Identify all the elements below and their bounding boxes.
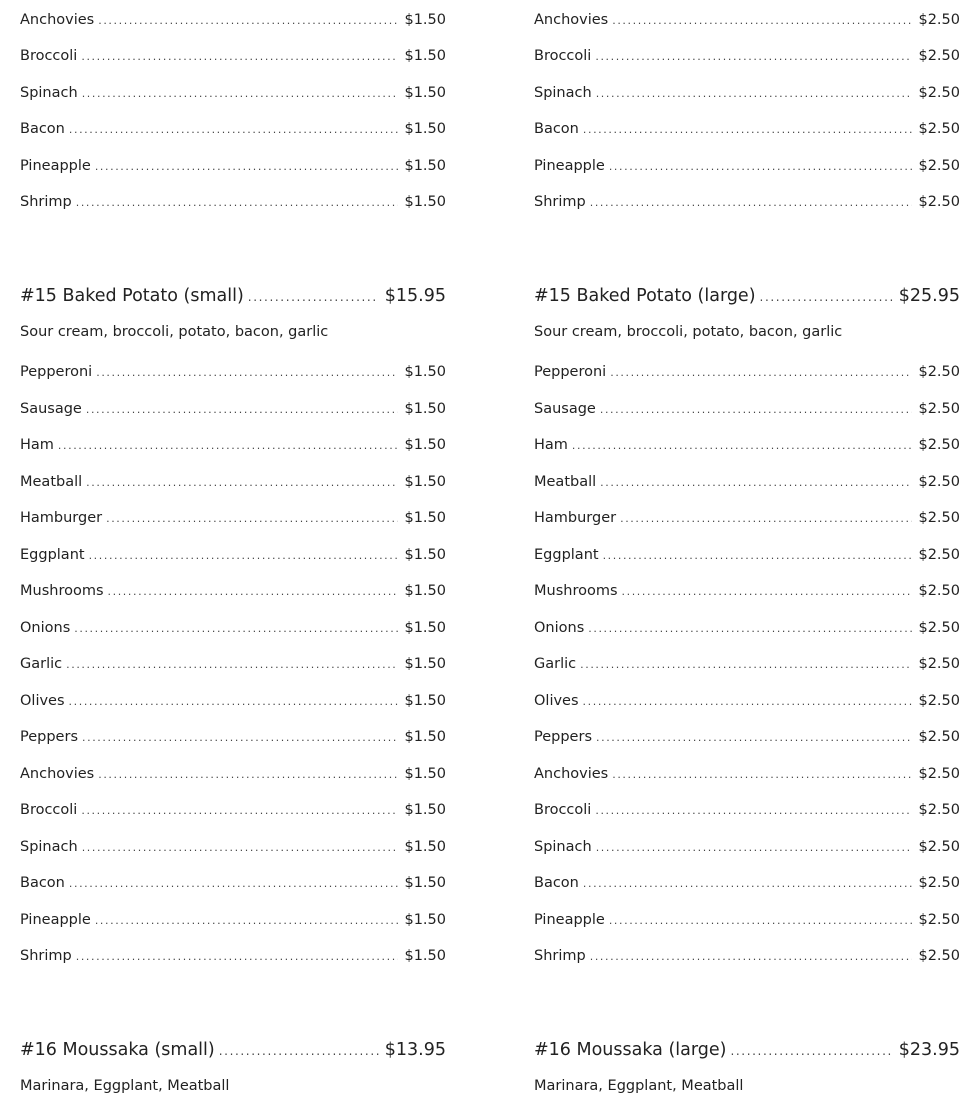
item-name: Anchovies [534, 12, 609, 28]
dot-leader [76, 948, 399, 966]
item-name: Anchovies [20, 766, 95, 782]
item-name: Broccoli [534, 802, 592, 818]
dot-leader [730, 1040, 892, 1062]
menu-item [20, 765, 446, 784]
item-price: $2.50 [918, 839, 960, 855]
dot-leader [108, 583, 399, 601]
item-name: Olives [20, 693, 65, 709]
item-name: Garlic [534, 656, 577, 672]
item-price: $2.50 [918, 693, 960, 709]
item-price: $1.50 [404, 875, 446, 891]
item-name: Shrimp [534, 194, 586, 210]
item-name: Olives [534, 693, 579, 709]
item-price: $1.50 [404, 766, 446, 782]
item-name: Pineapple [534, 912, 605, 928]
dot-leader [583, 121, 913, 139]
item-price: $2.50 [918, 729, 960, 745]
dot-leader [86, 474, 398, 492]
item-name: Broccoli [20, 48, 78, 64]
dot-leader [595, 48, 912, 66]
dot-leader [600, 401, 913, 419]
dot-leader [590, 194, 913, 212]
item-price: $1.50 [404, 437, 446, 453]
dot-leader [248, 286, 379, 308]
menu-item [534, 801, 960, 820]
dot-leader [572, 437, 913, 455]
item-price: $2.50 [918, 437, 960, 453]
section-description: Sour cream, broccoli, potato, bacon, garlic [20, 324, 329, 340]
item-name: Onions [534, 620, 585, 636]
dot-leader [580, 656, 912, 674]
item-name: Ham [20, 437, 54, 453]
item-name: Onions [20, 620, 71, 636]
item-price: $1.50 [404, 194, 446, 210]
item-name: Mushrooms [534, 583, 618, 599]
item-name: Shrimp [20, 948, 72, 964]
menu-item [20, 838, 446, 857]
menu-item [20, 801, 446, 820]
item-price: $1.50 [404, 912, 446, 928]
menu-item [534, 193, 960, 212]
item-name: Sausage [534, 401, 596, 417]
dot-leader [596, 85, 913, 103]
item-name: Pepperoni [534, 364, 607, 380]
menu-item [20, 911, 446, 930]
menu-item [534, 728, 960, 747]
item-price: $1.50 [404, 401, 446, 417]
dot-leader [760, 286, 893, 308]
item-price: $2.50 [918, 194, 960, 210]
dot-leader [596, 729, 912, 747]
item-name: Broccoli [20, 802, 78, 818]
item-name: Spinach [20, 85, 78, 101]
item-name: Eggplant [534, 547, 599, 563]
item-price: $2.50 [918, 547, 960, 563]
dot-leader [106, 510, 398, 528]
menu-item [20, 692, 446, 711]
dot-leader [98, 766, 398, 784]
section-name: #16 Moussaka (small) [20, 1040, 215, 1060]
dot-leader [81, 802, 398, 820]
section-title [534, 1039, 960, 1062]
menu-item [20, 363, 446, 382]
dot-leader [588, 620, 912, 638]
menu-item [534, 84, 960, 103]
item-price: $1.50 [404, 839, 446, 855]
item-price: $1.50 [404, 12, 446, 28]
menu-item [534, 546, 960, 565]
section-title [20, 1039, 446, 1062]
item-name: Meatball [20, 474, 83, 490]
dot-leader [590, 948, 913, 966]
menu-item [20, 436, 446, 455]
menu-item [534, 473, 960, 492]
item-price: $1.50 [404, 364, 446, 380]
item-name: Anchovies [20, 12, 95, 28]
item-price: $1.50 [404, 729, 446, 745]
menu-item [20, 874, 446, 893]
item-price: $1.50 [404, 948, 446, 964]
item-name: Hamburger [534, 510, 617, 526]
section-title [534, 285, 960, 308]
menu-item [534, 363, 960, 382]
item-price: $1.50 [404, 802, 446, 818]
item-price: $2.50 [918, 364, 960, 380]
section-name: #15 Baked Potato (large) [534, 286, 756, 306]
dot-leader [89, 547, 399, 565]
item-name: Garlic [20, 656, 63, 672]
item-price: $1.50 [404, 620, 446, 636]
item-price: $2.50 [918, 12, 960, 28]
item-name: Shrimp [534, 948, 586, 964]
menu-item [534, 655, 960, 674]
item-price: $2.50 [918, 656, 960, 672]
dot-leader [596, 839, 913, 857]
item-name: Pineapple [20, 912, 91, 928]
item-name: Eggplant [20, 547, 85, 563]
dot-leader [95, 158, 399, 176]
menu-item [20, 400, 446, 419]
menu-item [534, 47, 960, 66]
dot-leader [69, 121, 399, 139]
menu-item [534, 619, 960, 638]
dot-leader [96, 364, 398, 382]
dot-leader [610, 364, 912, 382]
item-name: Pineapple [20, 158, 91, 174]
menu-item [20, 728, 446, 747]
item-price: $2.50 [918, 620, 960, 636]
item-price: $2.50 [918, 121, 960, 137]
section-name: #16 Moussaka (large) [534, 1040, 727, 1060]
menu-item [20, 11, 446, 30]
menu-item [20, 546, 446, 565]
menu-item [534, 838, 960, 857]
item-name: Anchovies [534, 766, 609, 782]
item-name: Hamburger [20, 510, 103, 526]
dot-leader [95, 912, 399, 930]
menu-item [20, 193, 446, 212]
item-name: Pepperoni [20, 364, 93, 380]
dot-leader [66, 656, 398, 674]
menu-item [20, 582, 446, 601]
dot-leader [612, 12, 912, 30]
dot-leader [82, 85, 399, 103]
item-price: $1.50 [404, 656, 446, 672]
item-price: $1.50 [404, 510, 446, 526]
item-price: $1.50 [404, 474, 446, 490]
menu-item [20, 619, 446, 638]
dot-leader [600, 474, 912, 492]
item-name: Bacon [534, 875, 579, 891]
dot-leader [69, 875, 399, 893]
dot-leader [69, 693, 399, 711]
menu-item [20, 473, 446, 492]
item-name: Meatball [534, 474, 597, 490]
section-price: $25.95 [898, 286, 960, 306]
menu-item [534, 11, 960, 30]
item-price: $2.50 [918, 85, 960, 101]
item-name: Broccoli [534, 48, 592, 64]
item-price: $1.50 [404, 121, 446, 137]
dot-leader [86, 401, 399, 419]
menu-item [534, 911, 960, 930]
dot-leader [595, 802, 912, 820]
item-price: $2.50 [918, 802, 960, 818]
menu-item [534, 157, 960, 176]
menu-item [20, 120, 446, 139]
item-price: $2.50 [918, 583, 960, 599]
section-description: Marinara, Eggplant, Meatball [534, 1078, 744, 1094]
item-name: Peppers [534, 729, 592, 745]
menu-item [534, 692, 960, 711]
dot-leader [609, 912, 913, 930]
dot-leader [219, 1040, 379, 1062]
section-description: Marinara, Eggplant, Meatball [20, 1078, 230, 1094]
menu-item [20, 157, 446, 176]
dot-leader [612, 766, 912, 784]
section-name: #15 Baked Potato (small) [20, 286, 244, 306]
dot-leader [74, 620, 398, 638]
item-price: $1.50 [404, 547, 446, 563]
item-price: $2.50 [918, 875, 960, 891]
item-name: Mushrooms [20, 583, 104, 599]
item-price: $1.50 [404, 85, 446, 101]
menu-item [534, 120, 960, 139]
item-price: $2.50 [918, 158, 960, 174]
section-price: $13.95 [384, 1040, 446, 1060]
dot-leader [583, 693, 913, 711]
item-price: $2.50 [918, 912, 960, 928]
dot-leader [81, 48, 398, 66]
item-name: Bacon [20, 121, 65, 137]
item-price: $2.50 [918, 766, 960, 782]
menu-item [534, 400, 960, 419]
menu-item [20, 47, 446, 66]
menu-item [20, 84, 446, 103]
menu-item [534, 947, 960, 966]
dot-leader [82, 839, 399, 857]
item-price: $2.50 [918, 474, 960, 490]
dot-leader [620, 510, 912, 528]
dot-leader [98, 12, 398, 30]
item-name: Spinach [20, 839, 78, 855]
dot-leader [622, 583, 913, 601]
dot-leader [82, 729, 398, 747]
item-name: Sausage [20, 401, 82, 417]
section-title [20, 285, 446, 308]
dot-leader [583, 875, 913, 893]
menu-item [20, 655, 446, 674]
section-price: $23.95 [898, 1040, 960, 1060]
item-name: Spinach [534, 85, 592, 101]
item-name: Bacon [20, 875, 65, 891]
item-price: $2.50 [918, 948, 960, 964]
item-name: Spinach [534, 839, 592, 855]
item-price: $1.50 [404, 158, 446, 174]
section-price: $15.95 [384, 286, 446, 306]
menu-item [20, 947, 446, 966]
item-price: $2.50 [918, 48, 960, 64]
item-name: Shrimp [20, 194, 72, 210]
item-price: $1.50 [404, 693, 446, 709]
item-price: $2.50 [918, 401, 960, 417]
item-price: $2.50 [918, 510, 960, 526]
menu-item [534, 765, 960, 784]
item-name: Bacon [534, 121, 579, 137]
item-name: Pineapple [534, 158, 605, 174]
dot-leader [76, 194, 399, 212]
dot-leader [603, 547, 913, 565]
menu-item [534, 874, 960, 893]
menu-item [534, 509, 960, 528]
item-price: $1.50 [404, 583, 446, 599]
menu-item [534, 582, 960, 601]
section-description: Sour cream, broccoli, potato, bacon, garlic [534, 324, 843, 340]
menu-item [20, 509, 446, 528]
dot-leader [58, 437, 399, 455]
item-name: Peppers [20, 729, 78, 745]
item-price: $1.50 [404, 48, 446, 64]
item-name: Ham [534, 437, 568, 453]
menu-item [534, 436, 960, 455]
dot-leader [609, 158, 913, 176]
